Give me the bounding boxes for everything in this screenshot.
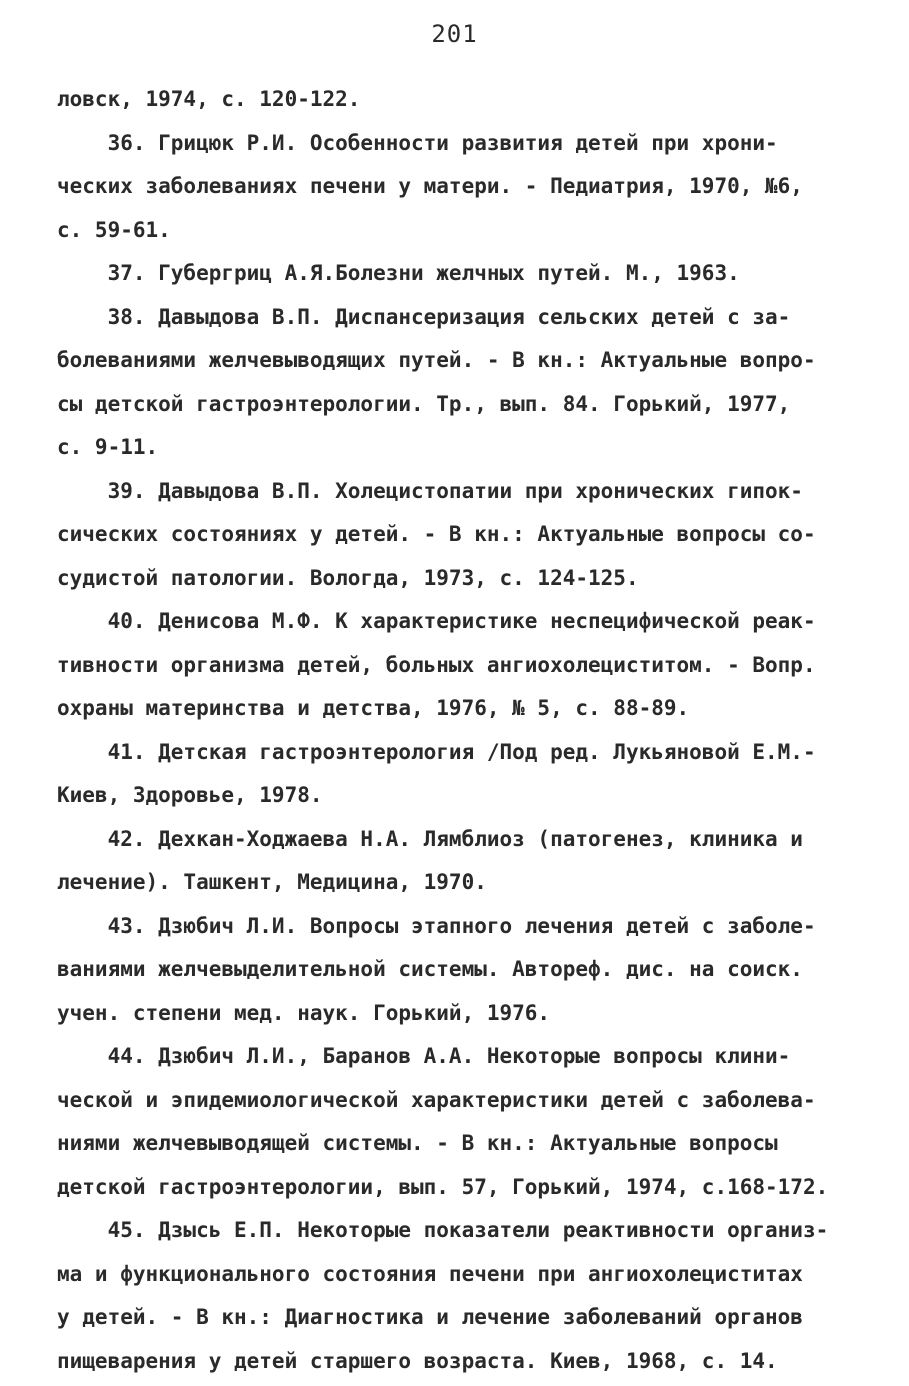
- bibliography-text: [57, 78, 857, 1383]
- text-line: ловск, 1974, с. 120-122.: [57, 87, 361, 111]
- text-line: охраны материнства и детства, 1976, № 5, с. 88-89.: [57, 696, 690, 720]
- text-line: с. 59-61.: [57, 217, 171, 242]
- text-line: у детей. - В кн.: Диагностика и лечение заболеваний органов: [57, 1305, 803, 1329]
- page-number: 201: [431, 20, 478, 48]
- text-line: сы детской гастроэнтерологии. Тр., вып. 84. Горький, 1977,: [57, 391, 791, 416]
- text-line: 42. Дехкан-Ходжаева Н.А. Лямблиоз (патогенез, клиника и: [57, 826, 803, 851]
- text-line: 44. Дзюбич Л.И., Баранов А.А. Некоторые вопросы клини-: [57, 1044, 791, 1068]
- text-line: ческих заболеваниях печени у матери. - Педиатрия, 1970, №6,: [57, 174, 803, 198]
- text-line: с. 9-11.: [57, 435, 159, 459]
- text-line: 37. Губергриц А.Я.Болезни желчных путей. М., 1963.: [57, 261, 740, 285]
- text-line: ваниями желчевыделительной системы. Автореф. дис. на соиск.: [57, 957, 803, 981]
- text-line: 38. Давыдова В.П. Диспансеризация сельских детей с за-: [57, 304, 791, 329]
- text-line: болеваниями желчевыводящих путей. - В кн.: Актуальные вопро-: [57, 348, 816, 372]
- text-line: 45. Дзысь Е.П. Некоторые показатели реактивности организ-: [57, 1218, 829, 1242]
- text-line: 43. Дзюбич Л.И. Вопросы этапного лечения детей с заболе-: [57, 913, 816, 938]
- text-line: пищеварения у детей старшего возраста. Киев, 1968, с. 14.: [57, 1348, 778, 1373]
- text-line: тивности организма детей, больных ангиохолециститом. - Вопр.: [57, 652, 816, 677]
- text-line: учен. степени мед. наук. Горький, 1976.: [57, 1000, 551, 1025]
- text-line: лечение). Ташкент, Медицина, 1970.: [57, 870, 487, 894]
- text-line: 36. Грицюк Р.И. Особенности развития детей при хрони-: [57, 130, 778, 155]
- text-line: 40. Денисова М.Ф. К характеристике неспецифической реак-: [57, 609, 816, 633]
- text-line: 41. Детская гастроэнтерология /Под ред. Лукьяновой Е.М.-: [57, 739, 816, 764]
- text-line: детской гастроэнтерологии, вып. 57, Горький, 1974, с.168-172.: [57, 1174, 829, 1199]
- text-line: ма и функционального состояния печени при ангиохолециститах: [57, 1261, 803, 1286]
- text-line: сических состояниях у детей. - В кн.: Актуальные вопросы со-: [57, 522, 816, 546]
- text-line: Киев, Здоровье, 1978.: [57, 783, 323, 807]
- text-line: 39. Давыдова В.П. Холецистопатии при хронических гипок-: [57, 478, 803, 503]
- text-line: судистой патологии. Вологда, 1973, с. 124-125.: [57, 565, 639, 590]
- text-line: ческой и эпидемиологической характеристики детей с заболева-: [57, 1087, 816, 1112]
- text-line: ниями желчевыводящей системы. - В кн.: Актуальные вопросы: [57, 1131, 778, 1155]
